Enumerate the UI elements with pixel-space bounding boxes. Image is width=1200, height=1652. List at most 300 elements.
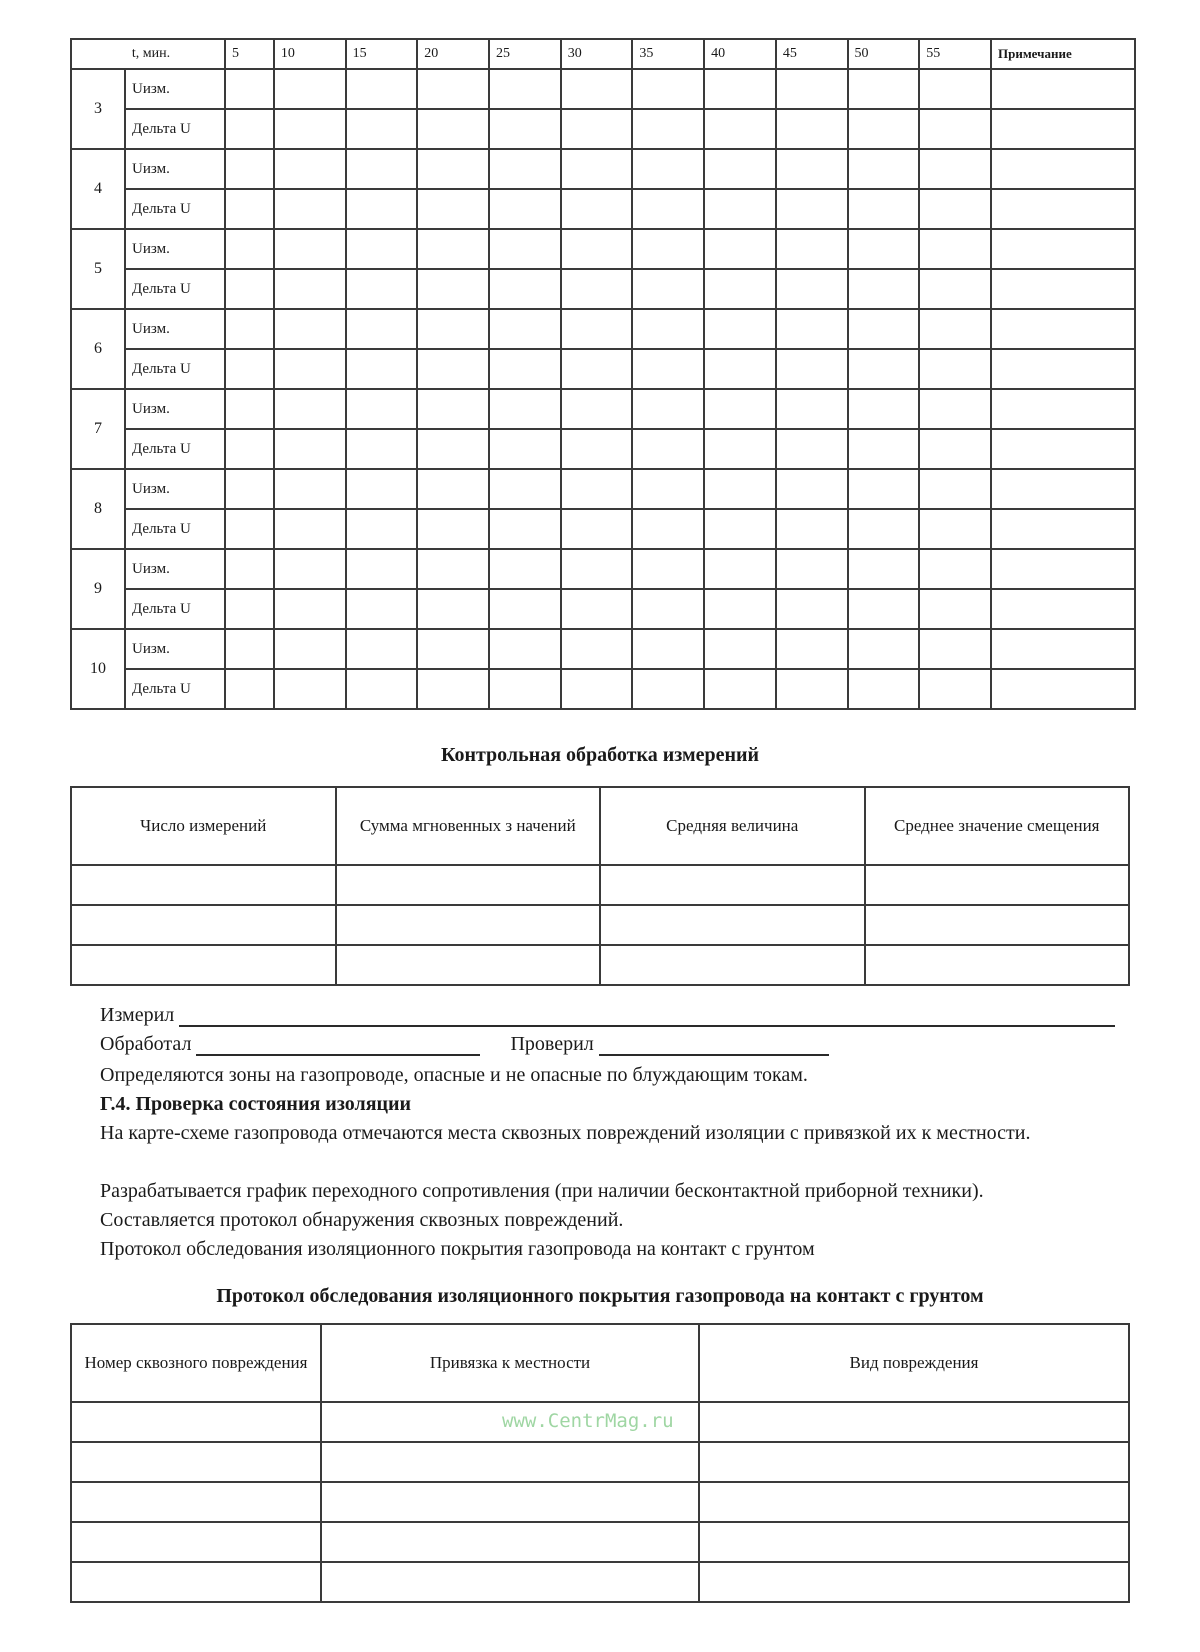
- input-cell[interactable]: [632, 509, 704, 549]
- input-cell[interactable]: [561, 429, 633, 469]
- input-cell[interactable]: [274, 149, 346, 189]
- input-cell[interactable]: [336, 945, 601, 985]
- protocol-empty-row: [71, 1482, 1129, 1522]
- input-cell[interactable]: [919, 389, 991, 429]
- input-cell[interactable]: [704, 349, 776, 389]
- row-label-delta: Дельта U: [125, 509, 225, 549]
- input-cell[interactable]: [274, 549, 346, 589]
- input-cell[interactable]: [632, 269, 704, 309]
- input-cell[interactable]: [225, 349, 274, 389]
- row-label-u: Uизм.: [125, 309, 225, 349]
- input-cell[interactable]: [225, 109, 274, 149]
- input-cell[interactable]: [417, 69, 489, 109]
- control-table: [70, 786, 1130, 986]
- measurement-row-u: [71, 469, 1135, 509]
- input-cell[interactable]: [561, 229, 633, 269]
- input-cell[interactable]: [704, 269, 776, 309]
- time-header-cell: 55: [919, 39, 991, 69]
- input-cell[interactable]: [848, 149, 920, 189]
- checked-label: Проверил: [510, 1033, 594, 1055]
- input-cell[interactable]: [848, 589, 920, 629]
- input-cell[interactable]: [848, 229, 920, 269]
- input-cell[interactable]: [919, 229, 991, 269]
- control-header-cell: Среднее значение смещения: [865, 787, 1130, 865]
- input-cell[interactable]: [274, 69, 346, 109]
- row-number: 7: [71, 389, 125, 469]
- input-cell[interactable]: [776, 549, 848, 589]
- input-cell[interactable]: [600, 945, 865, 985]
- input-cell[interactable]: [704, 69, 776, 109]
- input-cell[interactable]: [489, 629, 561, 669]
- time-header-cell: 5: [225, 39, 274, 69]
- row-label-u: Uизм.: [125, 149, 225, 189]
- input-cell[interactable]: [848, 549, 920, 589]
- protocol-empty-row: [71, 1442, 1129, 1482]
- measurement-row-delta: [71, 669, 1135, 709]
- row-number: 4: [71, 149, 125, 229]
- row-label-delta: Дельта U: [125, 109, 225, 149]
- input-cell[interactable]: [561, 149, 633, 189]
- processed-signature-line[interactable]: [196, 1034, 480, 1056]
- input-cell[interactable]: [919, 189, 991, 229]
- protocol-header-row: [71, 1324, 1129, 1402]
- input-cell[interactable]: [561, 469, 633, 509]
- input-cell[interactable]: [704, 109, 776, 149]
- input-cell[interactable]: [704, 589, 776, 629]
- input-cell[interactable]: [776, 589, 848, 629]
- time-header-cell: 20: [417, 39, 489, 69]
- input-cell[interactable]: [561, 109, 633, 149]
- measurement-row-delta: [71, 349, 1135, 389]
- signature-processed: [100, 1033, 829, 1056]
- input-cell[interactable]: [919, 429, 991, 469]
- input-cell[interactable]: [632, 309, 704, 349]
- input-cell[interactable]: [991, 189, 1135, 229]
- input-cell[interactable]: [991, 429, 1135, 469]
- row-label-u: Uизм.: [125, 389, 225, 429]
- control-header-cell: Число измерений: [71, 787, 336, 865]
- protocol-header-cell: Вид повреждения: [699, 1324, 1129, 1402]
- row-label-u: Uизм.: [125, 229, 225, 269]
- input-cell[interactable]: [417, 309, 489, 349]
- measured-label: Измерил: [100, 1004, 175, 1026]
- time-header-cell: 40: [704, 39, 776, 69]
- measurement-row-delta: [71, 269, 1135, 309]
- input-cell[interactable]: [417, 629, 489, 669]
- input-cell[interactable]: [848, 469, 920, 509]
- input-cell[interactable]: [417, 469, 489, 509]
- input-cell[interactable]: [561, 669, 633, 709]
- input-cell[interactable]: [632, 69, 704, 109]
- input-cell[interactable]: [417, 669, 489, 709]
- input-cell[interactable]: [865, 945, 1130, 985]
- input-cell[interactable]: [632, 149, 704, 189]
- measurement-table: [70, 38, 1136, 710]
- input-cell[interactable]: [991, 149, 1135, 189]
- zones-paragraph: Определяются зоны на газопроводе, опасные и не опасные по блуждающим токам.: [100, 1064, 808, 1086]
- input-cell[interactable]: [919, 349, 991, 389]
- input-cell[interactable]: [699, 1522, 1129, 1562]
- input-cell[interactable]: [561, 389, 633, 429]
- input-cell[interactable]: [632, 589, 704, 629]
- measurement-row-u: [71, 69, 1135, 109]
- input-cell[interactable]: [776, 69, 848, 109]
- measurement-row-delta: [71, 189, 1135, 229]
- row-label-u: Uизм.: [125, 69, 225, 109]
- row-label-delta: Дельта U: [125, 429, 225, 469]
- input-cell[interactable]: [600, 905, 865, 945]
- control-header-cell: Сумма мгновенных з начений: [336, 787, 601, 865]
- input-cell[interactable]: [489, 189, 561, 229]
- input-cell[interactable]: [704, 469, 776, 509]
- input-cell[interactable]: [346, 349, 418, 389]
- input-cell[interactable]: [991, 109, 1135, 149]
- input-cell[interactable]: [274, 509, 346, 549]
- input-cell[interactable]: [865, 865, 1130, 905]
- input-cell[interactable]: [919, 149, 991, 189]
- input-cell[interactable]: [274, 469, 346, 509]
- time-header-cell: 35: [632, 39, 704, 69]
- input-cell[interactable]: [776, 189, 848, 229]
- input-cell[interactable]: [336, 865, 601, 905]
- input-cell[interactable]: [346, 269, 418, 309]
- input-cell[interactable]: [225, 309, 274, 349]
- input-cell[interactable]: [776, 349, 848, 389]
- input-cell[interactable]: [919, 629, 991, 669]
- row-label-delta: Дельта U: [125, 589, 225, 629]
- input-cell[interactable]: [919, 589, 991, 629]
- measurement-row-u: [71, 229, 1135, 269]
- protocol-survey-paragraph: Протокол обследования изоляционного покрытия газопровода на контакт с грунтом: [100, 1238, 815, 1260]
- input-cell[interactable]: [417, 549, 489, 589]
- protocol-empty-row: [71, 1562, 1129, 1602]
- measurement-row-u: [71, 309, 1135, 349]
- input-cell[interactable]: [776, 269, 848, 309]
- note-column-header: Примечание: [991, 39, 1135, 69]
- input-cell[interactable]: [489, 669, 561, 709]
- row-number: 5: [71, 229, 125, 309]
- input-cell[interactable]: [632, 229, 704, 269]
- input-cell[interactable]: [848, 629, 920, 669]
- input-cell[interactable]: [417, 589, 489, 629]
- input-cell[interactable]: [225, 549, 274, 589]
- processed-label: Обработал: [100, 1033, 192, 1055]
- input-cell[interactable]: [417, 389, 489, 429]
- input-cell[interactable]: [489, 109, 561, 149]
- input-cell[interactable]: [417, 109, 489, 149]
- input-cell[interactable]: [274, 669, 346, 709]
- input-cell[interactable]: [346, 309, 418, 349]
- input-cell[interactable]: [848, 349, 920, 389]
- input-cell[interactable]: [71, 1442, 321, 1482]
- input-cell[interactable]: [71, 905, 336, 945]
- control-header-cell: Средняя величина: [600, 787, 865, 865]
- input-cell[interactable]: [274, 629, 346, 669]
- input-cell[interactable]: [274, 349, 346, 389]
- input-cell[interactable]: [225, 429, 274, 469]
- input-cell[interactable]: [489, 429, 561, 469]
- input-cell[interactable]: [417, 189, 489, 229]
- time-header-cell: 25: [489, 39, 561, 69]
- input-cell[interactable]: [346, 509, 418, 549]
- input-cell[interactable]: [489, 589, 561, 629]
- input-cell[interactable]: [321, 1482, 699, 1522]
- protocol-compose-paragraph: Составляется протокол обнаружения сквозных повреждений.: [100, 1209, 624, 1231]
- input-cell[interactable]: [489, 229, 561, 269]
- input-cell[interactable]: [71, 1402, 321, 1442]
- measurement-header-row: [71, 39, 1135, 69]
- input-cell[interactable]: [919, 509, 991, 549]
- input-cell[interactable]: [417, 229, 489, 269]
- input-cell[interactable]: [991, 549, 1135, 589]
- control-section-title: Контрольная обработка измерений: [440, 744, 760, 766]
- input-cell[interactable]: [489, 149, 561, 189]
- time-header-cell: 45: [776, 39, 848, 69]
- input-cell[interactable]: [848, 389, 920, 429]
- watermark-text: www.CentrMag.ru: [502, 1410, 674, 1432]
- input-cell[interactable]: [489, 269, 561, 309]
- time-header-cell: 50: [848, 39, 920, 69]
- measured-signature-line[interactable]: [179, 1005, 1115, 1027]
- measurement-row-delta: [71, 509, 1135, 549]
- input-cell[interactable]: [417, 349, 489, 389]
- input-cell[interactable]: [776, 309, 848, 349]
- input-cell[interactable]: [632, 469, 704, 509]
- control-empty-row: [71, 945, 1129, 985]
- control-header-row: [71, 787, 1129, 865]
- time-column-header: t, мин.: [71, 39, 225, 69]
- input-cell[interactable]: [699, 1402, 1129, 1442]
- row-number: 3: [71, 69, 125, 149]
- time-header-cell: 30: [561, 39, 633, 69]
- measurement-row-u: [71, 389, 1135, 429]
- input-cell[interactable]: [919, 469, 991, 509]
- input-cell[interactable]: [489, 349, 561, 389]
- row-label-delta: Дельта U: [125, 189, 225, 229]
- input-cell[interactable]: [776, 429, 848, 469]
- input-cell[interactable]: [919, 669, 991, 709]
- input-cell[interactable]: [991, 69, 1135, 109]
- input-cell[interactable]: [561, 509, 633, 549]
- input-cell[interactable]: [346, 189, 418, 229]
- input-cell[interactable]: [704, 389, 776, 429]
- checked-signature-line[interactable]: [599, 1034, 829, 1056]
- input-cell[interactable]: [561, 69, 633, 109]
- control-empty-row: [71, 905, 1129, 945]
- input-cell[interactable]: [561, 629, 633, 669]
- input-cell[interactable]: [561, 309, 633, 349]
- input-cell[interactable]: [225, 629, 274, 669]
- input-cell[interactable]: [991, 229, 1135, 269]
- input-cell[interactable]: [71, 1522, 321, 1562]
- input-cell[interactable]: [632, 549, 704, 589]
- input-cell[interactable]: [225, 669, 274, 709]
- input-cell[interactable]: [274, 189, 346, 229]
- input-cell[interactable]: [632, 429, 704, 469]
- input-cell[interactable]: [274, 109, 346, 149]
- input-cell[interactable]: [417, 429, 489, 469]
- input-cell[interactable]: [848, 669, 920, 709]
- input-cell[interactable]: [321, 1562, 699, 1602]
- section-heading: Г.4. Проверка состояния изоляции: [100, 1093, 412, 1115]
- protocol-header-cell: Номер сквозного повреждения: [71, 1324, 321, 1402]
- input-cell[interactable]: [704, 229, 776, 269]
- input-cell[interactable]: [776, 109, 848, 149]
- input-cell[interactable]: [225, 509, 274, 549]
- input-cell[interactable]: [561, 589, 633, 629]
- input-cell[interactable]: [71, 1482, 321, 1522]
- input-cell[interactable]: [561, 189, 633, 229]
- input-cell[interactable]: [489, 309, 561, 349]
- measurement-row-u: [71, 549, 1135, 589]
- input-cell[interactable]: [274, 429, 346, 469]
- input-cell[interactable]: [225, 229, 274, 269]
- input-cell[interactable]: [776, 629, 848, 669]
- input-cell[interactable]: [776, 469, 848, 509]
- input-cell[interactable]: [336, 905, 601, 945]
- input-cell[interactable]: [704, 429, 776, 469]
- input-cell[interactable]: [991, 349, 1135, 389]
- input-cell[interactable]: [699, 1482, 1129, 1522]
- input-cell[interactable]: [776, 509, 848, 549]
- input-cell[interactable]: [346, 469, 418, 509]
- input-cell[interactable]: [274, 229, 346, 269]
- input-cell[interactable]: [346, 589, 418, 629]
- input-cell[interactable]: [919, 269, 991, 309]
- map-paragraph: На карте-схеме газопровода отмечаются места сквозных повреждений изоляции с привязкой их к местности.: [100, 1122, 1031, 1144]
- input-cell[interactable]: [776, 669, 848, 709]
- input-cell[interactable]: [225, 69, 274, 109]
- input-cell[interactable]: [346, 229, 418, 269]
- input-cell[interactable]: [489, 69, 561, 109]
- input-cell[interactable]: [704, 309, 776, 349]
- input-cell[interactable]: [848, 189, 920, 229]
- input-cell[interactable]: [848, 429, 920, 469]
- input-cell[interactable]: [489, 509, 561, 549]
- input-cell[interactable]: [274, 389, 346, 429]
- input-cell[interactable]: [991, 389, 1135, 429]
- input-cell[interactable]: [346, 429, 418, 469]
- input-cell[interactable]: [489, 389, 561, 429]
- input-cell[interactable]: [704, 669, 776, 709]
- input-cell[interactable]: [848, 269, 920, 309]
- row-label-delta: Дельта U: [125, 669, 225, 709]
- input-cell[interactable]: [321, 1442, 699, 1482]
- input-cell[interactable]: [561, 269, 633, 309]
- input-cell[interactable]: [699, 1442, 1129, 1482]
- input-cell[interactable]: [71, 945, 336, 985]
- row-label-u: Uизм.: [125, 629, 225, 669]
- protocol-empty-row: [71, 1522, 1129, 1562]
- input-cell[interactable]: [632, 669, 704, 709]
- input-cell[interactable]: [346, 69, 418, 109]
- row-number: 10: [71, 629, 125, 709]
- input-cell[interactable]: [225, 189, 274, 229]
- input-cell[interactable]: [489, 549, 561, 589]
- input-cell[interactable]: [632, 109, 704, 149]
- input-cell[interactable]: [632, 189, 704, 229]
- input-cell[interactable]: [865, 905, 1130, 945]
- input-cell[interactable]: [776, 229, 848, 269]
- input-cell[interactable]: [225, 149, 274, 189]
- input-cell[interactable]: [71, 1562, 321, 1602]
- signature-measured: [100, 1004, 1115, 1027]
- input-cell[interactable]: [704, 189, 776, 229]
- measurement-row-delta: [71, 429, 1135, 469]
- row-number: 6: [71, 309, 125, 389]
- input-cell[interactable]: [919, 549, 991, 589]
- measurement-row-u: [71, 149, 1135, 189]
- protocol-table: [70, 1323, 1130, 1603]
- input-cell[interactable]: [346, 389, 418, 429]
- input-cell[interactable]: [489, 469, 561, 509]
- measurement-row-delta: [71, 589, 1135, 629]
- input-cell[interactable]: [321, 1522, 699, 1562]
- input-cell[interactable]: [632, 349, 704, 389]
- input-cell[interactable]: [346, 149, 418, 189]
- input-cell[interactable]: [776, 389, 848, 429]
- input-cell[interactable]: [346, 669, 418, 709]
- input-cell[interactable]: [848, 69, 920, 109]
- input-cell[interactable]: [561, 349, 633, 389]
- input-cell[interactable]: [704, 149, 776, 189]
- input-cell[interactable]: [632, 389, 704, 429]
- input-cell[interactable]: [991, 669, 1135, 709]
- input-cell[interactable]: [848, 109, 920, 149]
- input-cell[interactable]: [699, 1562, 1129, 1602]
- input-cell[interactable]: [346, 629, 418, 669]
- input-cell[interactable]: [919, 109, 991, 149]
- row-label-u: Uизм.: [125, 549, 225, 589]
- input-cell[interactable]: [417, 269, 489, 309]
- input-cell[interactable]: [848, 309, 920, 349]
- input-cell[interactable]: [71, 865, 336, 905]
- input-cell[interactable]: [991, 629, 1135, 669]
- input-cell[interactable]: [991, 469, 1135, 509]
- measurement-table-body: [71, 69, 1135, 709]
- input-cell[interactable]: [225, 389, 274, 429]
- input-cell[interactable]: [417, 509, 489, 549]
- input-cell[interactable]: [225, 589, 274, 629]
- input-cell[interactable]: [346, 549, 418, 589]
- input-cell[interactable]: [991, 309, 1135, 349]
- input-cell[interactable]: [225, 469, 274, 509]
- input-cell[interactable]: [274, 309, 346, 349]
- input-cell[interactable]: [274, 269, 346, 309]
- input-cell[interactable]: [225, 269, 274, 309]
- time-header-cell: 10: [274, 39, 346, 69]
- input-cell[interactable]: [561, 549, 633, 589]
- input-cell[interactable]: [346, 109, 418, 149]
- input-cell[interactable]: [919, 69, 991, 109]
- row-number: 8: [71, 469, 125, 549]
- input-cell[interactable]: [704, 549, 776, 589]
- input-cell[interactable]: [632, 629, 704, 669]
- input-cell[interactable]: [704, 629, 776, 669]
- input-cell[interactable]: [776, 149, 848, 189]
- input-cell[interactable]: [600, 865, 865, 905]
- graph-paragraph: Разрабатывается график переходного сопротивления (при наличии бесконтактной приборной техники).: [100, 1180, 984, 1202]
- input-cell[interactable]: [991, 589, 1135, 629]
- input-cell[interactable]: [919, 309, 991, 349]
- time-header-cell: 15: [346, 39, 418, 69]
- input-cell[interactable]: [417, 149, 489, 189]
- input-cell[interactable]: [704, 509, 776, 549]
- input-cell[interactable]: [991, 509, 1135, 549]
- input-cell[interactable]: [274, 589, 346, 629]
- input-cell[interactable]: [991, 269, 1135, 309]
- input-cell[interactable]: [848, 509, 920, 549]
